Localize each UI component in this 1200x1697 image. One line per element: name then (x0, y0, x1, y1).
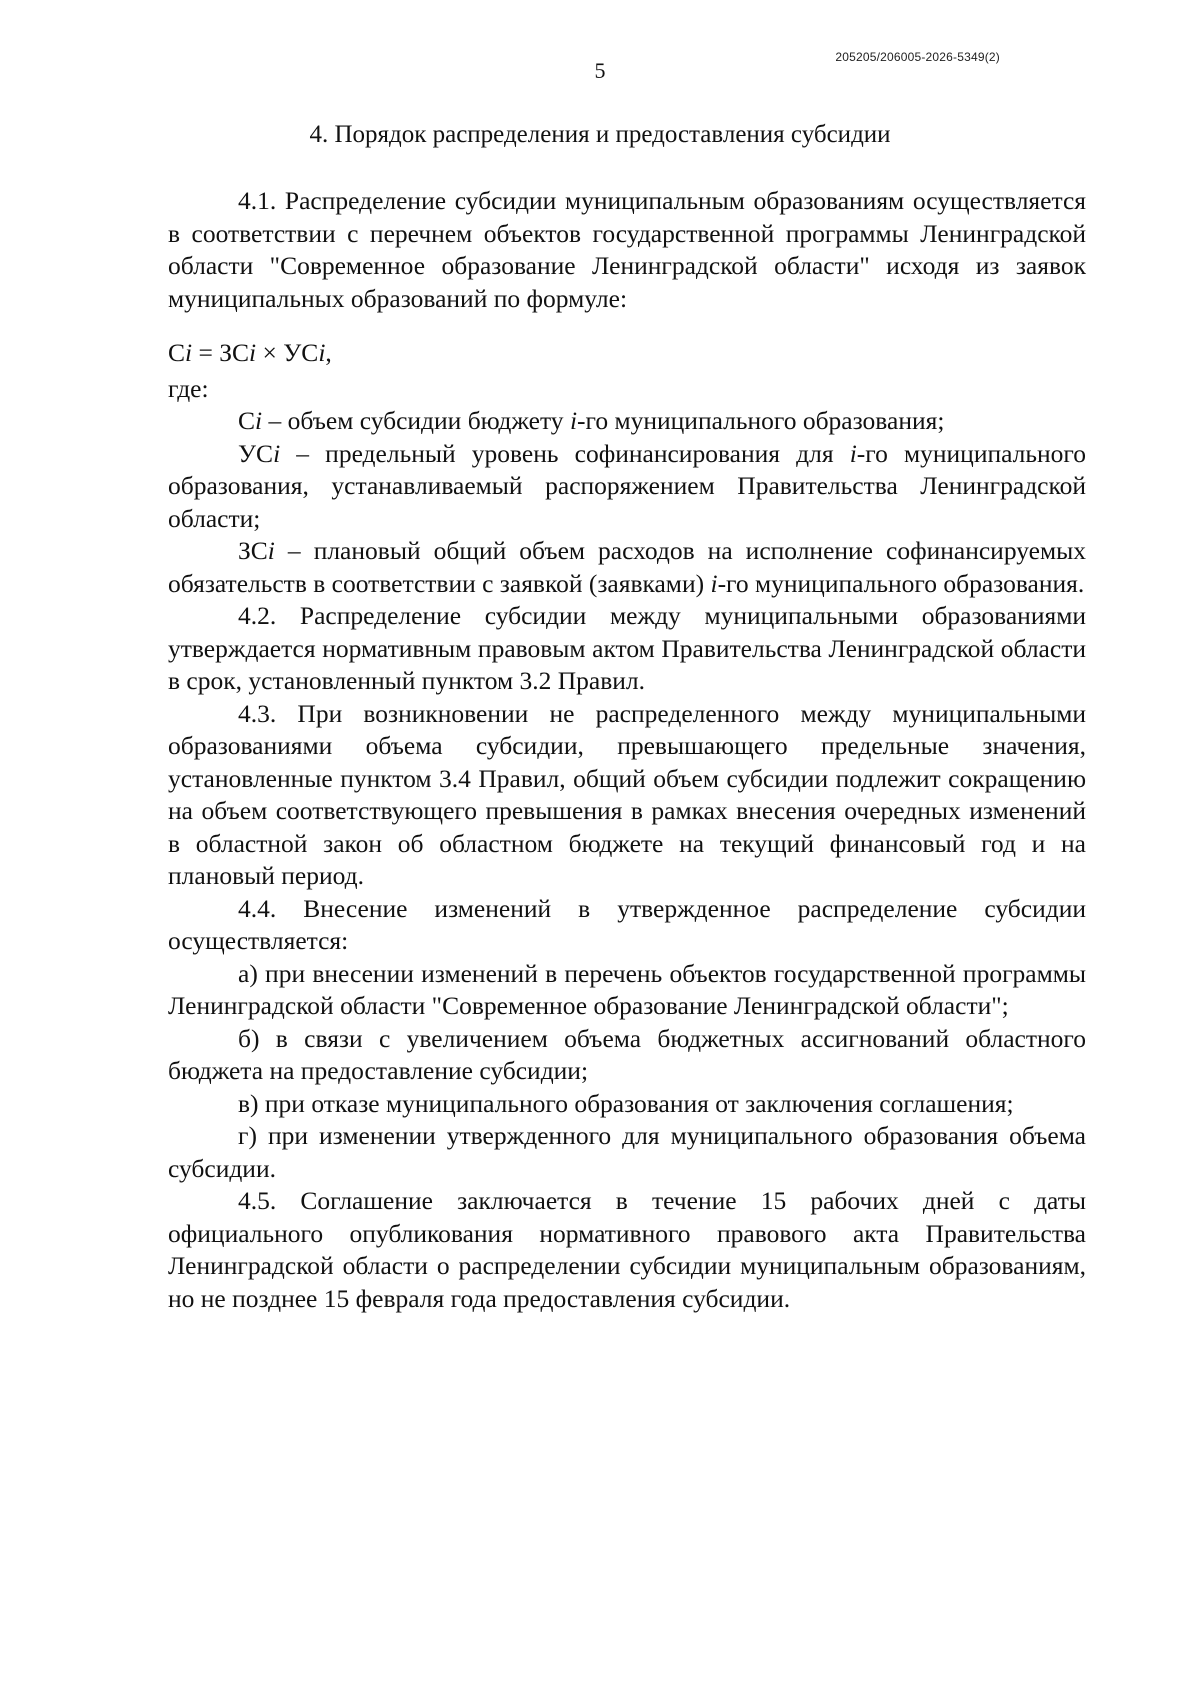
def-symbol: ЗС (238, 536, 268, 565)
def-text: -го муниципального образования. (717, 568, 1085, 598)
formula-zs-index: i (249, 338, 257, 367)
paragraph-4-1: 4.1. Распределение субсидии муниципальным образованиям осуществляется в соответствии с перечнем объектов государственной программы Ленинградской области "Современное образование Ленинградской области" исходя из заявок муниципальных образований по формуле: (168, 186, 1086, 313)
list-item-g: г) при изменении утвержденного для муниципального образования объема субсидии. (168, 1121, 1086, 1183)
list-item-a: а) при внесении изменений в перечень объектов государственной программы Ленинградской области "Современное образование Ленинградской области"; (168, 958, 1086, 1020)
def-text: -го муниципального образования, устанавливаемый распоряжением Правительства Ленинградской области; (168, 438, 1086, 533)
list-item-v: в) при отказе муниципального образования от заключения соглашения; (238, 1088, 1014, 1118)
def-symbol: УС (238, 438, 274, 468)
def-symbol: С (238, 406, 256, 435)
def-symbol-index: i (273, 438, 281, 468)
formula-times: × УС (256, 338, 319, 367)
def-text: – объем субсидии бюджету (262, 406, 570, 435)
section-title: 4. Порядок распределения и предоставления субсидии (309, 121, 891, 148)
def-text: – предельный уровень софинансирования для (280, 438, 850, 468)
def-text: -го муниципального образования; (577, 406, 945, 435)
definition-usi (168, 438, 1086, 536)
def-text: – плановый общий объем расходов на исполнение софинансируемых обязательств в соответствии с заявкой (заявками) (168, 536, 1086, 598)
formula (168, 337, 1086, 370)
formula-lhs: С (168, 338, 186, 367)
document-id: 205205/206005-2026-5349(2) (835, 50, 1000, 64)
formula-end: , (325, 338, 332, 367)
list-item-b: б) в связи с увеличением объема бюджетных ассигнований областного бюджета на предоставление субсидии; (168, 1023, 1086, 1085)
def-index: i (569, 406, 578, 435)
formula-us-index: i (318, 338, 326, 367)
def-index: i (710, 568, 718, 598)
page-number: 5 (594, 58, 606, 83)
def-symbol-index: i (255, 406, 263, 435)
paragraph-4-5: 4.5. Соглашение заключается в течение 15 рабочих дней с даты официального опубликования нормативного правового акта Правительства Ленинградской области о распределении субсидии муниципальным образованиям, но не позднее 15 февраля года предоставления субсидии. (168, 1186, 1086, 1313)
paragraph-4-3: 4.3. При возникновении не распределенного между муниципальными образованиями объема субсидии, превышающего предельные значения, установленные пунктом 3.4 Правил, общий объем субсидии подлежит сокращению на объем соответствующего превышения в рамках внесения очередных изменений в областной закон об областном бюджете на текущий финансовый год и на плановый период. (168, 698, 1086, 890)
formula-eq: = ЗС (192, 338, 250, 367)
paragraph-4-2: 4.2. Распределение субсидии между муниципальными образованиями утверждается нормативным правовым актом Правительства Ленинградской области в срок, установленный пунктом 3.2 Правил. (168, 601, 1086, 695)
formula-lhs-index: i (185, 338, 193, 367)
def-index: i (849, 438, 857, 468)
where-label: где: (168, 373, 209, 403)
document-body (168, 185, 1086, 1315)
definition-zsi (168, 535, 1086, 600)
paragraph-4-4: 4.4. Внесение изменений в утвержденное распределение субсидии осуществляется: (168, 893, 1086, 955)
def-symbol-index: i (267, 536, 275, 565)
definition-ci (168, 405, 1086, 438)
